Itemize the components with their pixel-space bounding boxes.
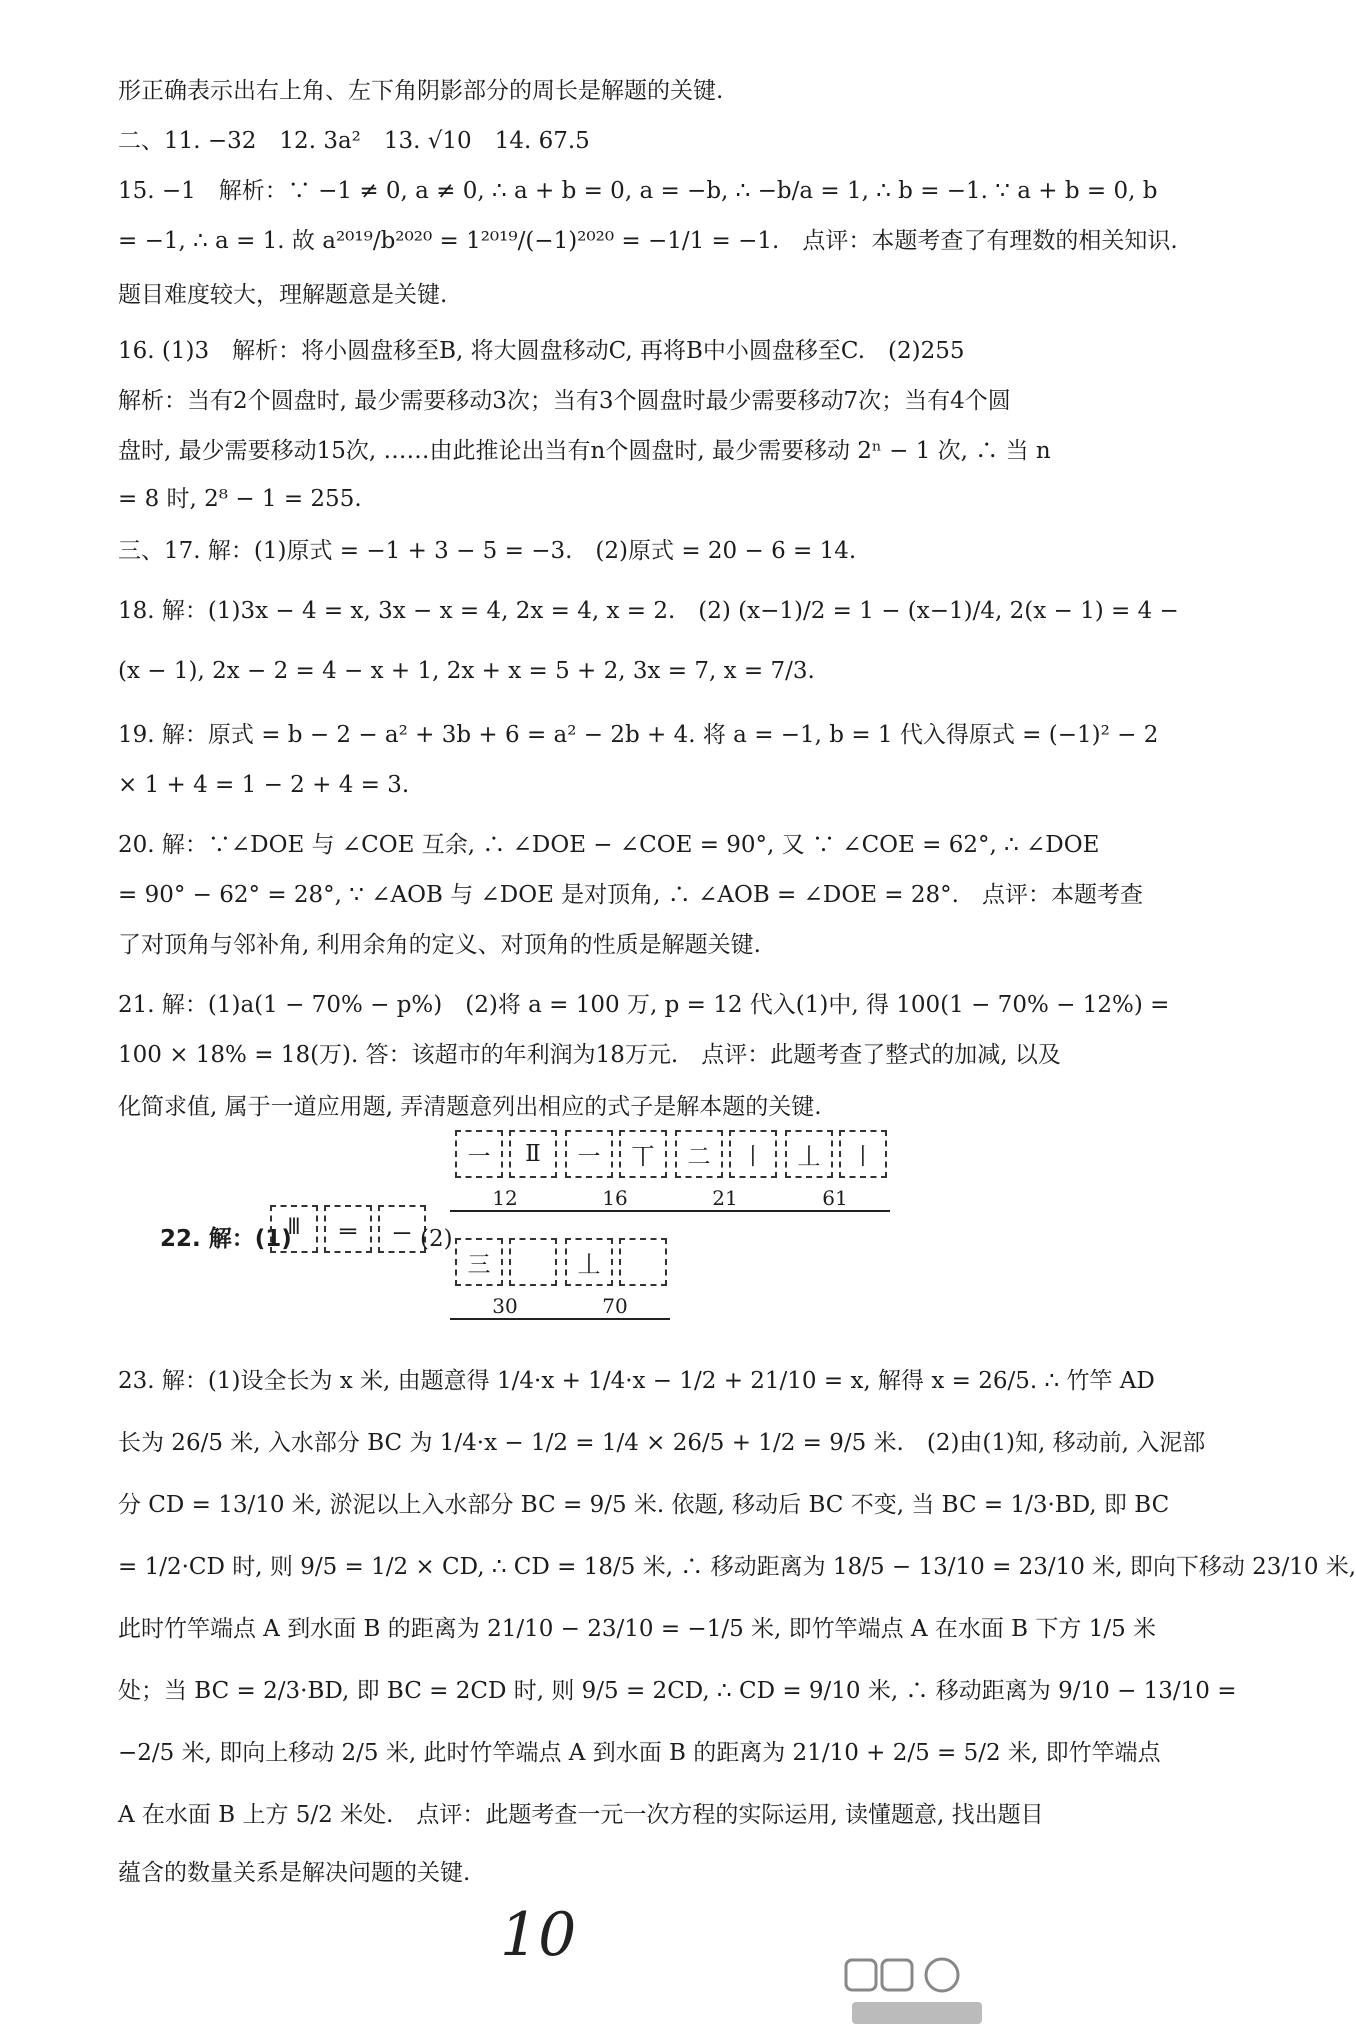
q22-part1-rods: [270, 1205, 432, 1253]
rod-answer: 30: [450, 1294, 560, 1320]
rod-cell: [270, 1205, 318, 1253]
text-line: = 8 时, 2⁸ − 1 = 255.: [118, 486, 362, 512]
text-line: 21. 解：(1)a(1 − 70% − p%) (2)将 a = 100 万, p = 12 代入(1)中, 得 100(1 − 70% − 12%) =: [118, 992, 1170, 1018]
rod-cell: [565, 1130, 613, 1178]
rod-cell: [324, 1205, 372, 1253]
rod-cell: [619, 1238, 667, 1286]
q22-part2-label: (2): [420, 1226, 453, 1252]
text-line: 化简求值, 属于一道应用题, 弄清题意列出相应的式子是解本题的关键.: [118, 1094, 822, 1120]
rod-cell: [455, 1238, 503, 1286]
rod-numeral: 丨: [851, 1143, 875, 1170]
rod-cell: [729, 1130, 777, 1178]
text-line: 100 × 18% = 18(万). 答：该超市的年利润为18万元. 点评：此题考查了整式的加减, 以及: [118, 1042, 1061, 1068]
text-line: = −1, ∴ a = 1. 故 a²⁰¹⁹/b²⁰²⁰ = 1²⁰¹⁹/(−1)²⁰²⁰ = −1/1 = −1. 点评：本题考查了有理数的相关知识.: [118, 228, 1178, 254]
rod-numeral: 丄: [577, 1251, 601, 1278]
text-line: 二、11. −32 12. 3a² 13. √10 14. 67.5: [118, 128, 590, 154]
rod-numeral: 𝍫: [288, 1213, 300, 1240]
rod-cell: [839, 1130, 887, 1178]
rod-numeral: 丅: [631, 1143, 655, 1170]
rod-answer: 12: [450, 1186, 560, 1212]
page-number: 10: [500, 1900, 577, 1970]
text-line: 三、17. 解：(1)原式 = −1 + 3 − 5 = −3. (2)原式 = 20 − 6 = 14.: [118, 538, 857, 564]
text-line: (x − 1), 2x − 2 = 4 − x + 1, 2x + x = 5 + 2, 3x = 7, x = 7/3.: [118, 658, 815, 684]
rod-cell: [565, 1238, 613, 1286]
rod-cell: [509, 1130, 557, 1178]
rod-numeral: 𝍡: [338, 1213, 358, 1240]
rod-numeral: 一: [577, 1143, 601, 1170]
text-line: 23. 解：(1)设全长为 x 米, 由题意得 1/4·x + 1/4·x − 1/2 + 21/10 = x, 解得 x = 26/5. ∴ 竹竿 AD: [118, 1368, 1155, 1394]
rod-cell: [509, 1238, 557, 1286]
rod-numeral: 𝍠: [392, 1213, 412, 1240]
rod-numeral: 丄: [797, 1143, 821, 1170]
text-line: = 1/2·CD 时, 则 9/5 = 1/2 × CD, ∴ CD = 18/5 米, ∴ 移动距离为 18/5 − 13/10 = 23/10 米, 即向下移动 23/10 米,: [118, 1554, 1356, 1580]
text-line: 解析：当有2个圆盘时, 最少需要移动3次；当有3个圆盘时最少需要移动7次；当有4个圆: [118, 388, 1011, 414]
rod-cell: [455, 1130, 503, 1178]
text-line: 此时竹竿端点 A 到水面 B 的距离为 21/10 − 23/10 = −1/5 米, 即竹竿端点 A 在水面 B 下方 1/5 米: [118, 1616, 1157, 1642]
text-line: A 在水面 B 上方 5/2 米处. 点评：此题考查一元一次方程的实际运用, 读懂题意, 找出题目: [118, 1802, 1044, 1828]
text-line: 19. 解：原式 = b − 2 − a² + 3b + 6 = a² − 2b + 4. 将 a = −1, b = 1 代入得原式 = (−1)² − 2: [118, 722, 1159, 748]
text-line: = 90° − 62° = 28°, ∵ ∠AOB 与 ∠DOE 是对顶角, ∴ ∠AOB = ∠DOE = 28°. 点评：本题考查: [118, 882, 1143, 908]
text-line: 形正确表示出右上角、左下角阴影部分的周长是解题的关键.: [118, 78, 724, 104]
rod-group: [455, 1238, 563, 1286]
rod-numeral: Ⅱ: [525, 1141, 541, 1167]
rod-numeral: 三: [467, 1251, 491, 1278]
text-line: −2/5 米, 即向上移动 2/5 米, 此时竹竿端点 A 到水面 B 的距离为 21/10 + 2/5 = 5/2 米, 即竹竿端点: [118, 1740, 1161, 1766]
text-line: 18. 解：(1)3x − 4 = x, 3x − x = 4, 2x = 4, x = 2. (2) (x−1)/2 = 1 − (x−1)/4, 2(x − 1) = 4 −: [118, 598, 1179, 624]
rod-numeral: 丨: [741, 1143, 765, 1170]
text-line: 题目难度较大，理解题意是关键.: [118, 282, 448, 308]
text-line: 盘时, 最少需要移动15次, ……由此推论出当有n个圆盘时, 最少需要移动 2ⁿ − 1 次, ∴ 当 n: [118, 438, 1051, 464]
rod-group: [565, 1130, 673, 1178]
rod-answer: 16: [560, 1186, 670, 1212]
rod-group: [455, 1130, 563, 1178]
rod-group: [675, 1130, 783, 1178]
text-line: 分 CD = 13/10 米, 淤泥以上入水部分 BC = 9/5 米. 依题, 移动后 BC 不变, 当 BC = 1/3·BD, 即 BC: [118, 1492, 1170, 1518]
rod-group: [565, 1238, 673, 1286]
text-line: 蕴含的数量关系是解决问题的关键.: [118, 1860, 471, 1886]
rod-numeral: 二: [687, 1143, 711, 1170]
text-line: × 1 + 4 = 1 − 2 + 4 = 3.: [118, 772, 410, 798]
text-line: 处；当 BC = 2/3·BD, 即 BC = 2CD 时, 则 9/5 = 2CD, ∴ CD = 9/10 米, ∴ 移动距离为 9/10 − 13/10 =: [118, 1678, 1237, 1704]
rod-numeral: 一: [467, 1143, 491, 1170]
rod-cell: [619, 1130, 667, 1178]
q22-label: 22. 解：(1): [160, 1226, 292, 1252]
watermark-logo: [842, 1954, 992, 2032]
rod-answer: 70: [560, 1294, 670, 1320]
rod-cell: [785, 1130, 833, 1178]
text-line: 长为 26/5 米, 入水部分 BC 为 1/4·x − 1/2 = 1/4 × 26/5 + 1/2 = 9/5 米. (2)由(1)知, 移动前, 入泥部: [118, 1430, 1206, 1456]
rod-group: [785, 1130, 893, 1178]
rod-cell: [675, 1130, 723, 1178]
text-line: 20. 解：∵∠DOE 与 ∠COE 互余, ∴ ∠DOE − ∠COE = 90°, 又 ∵ ∠COE = 62°, ∴ ∠DOE: [118, 832, 1100, 858]
rod-answer: 21: [670, 1186, 780, 1212]
text-line: 16. (1)3 解析：将小圆盘移至B, 将大圆盘移动C, 再将B中小圆盘移至C. (2)255: [118, 338, 965, 364]
text-line: 15. −1 解析：∵ −1 ≠ 0, a ≠ 0, ∴ a + b = 0, a = −b, ∴ −b/a = 1, ∴ b = −1. ∵ a + b = 0, b: [118, 178, 1158, 204]
rod-cell: [378, 1205, 426, 1253]
rod-answer: 61: [780, 1186, 890, 1212]
text-line: 了对顶角与邻补角, 利用余角的定义、对顶角的性质是解题关键.: [118, 932, 761, 958]
